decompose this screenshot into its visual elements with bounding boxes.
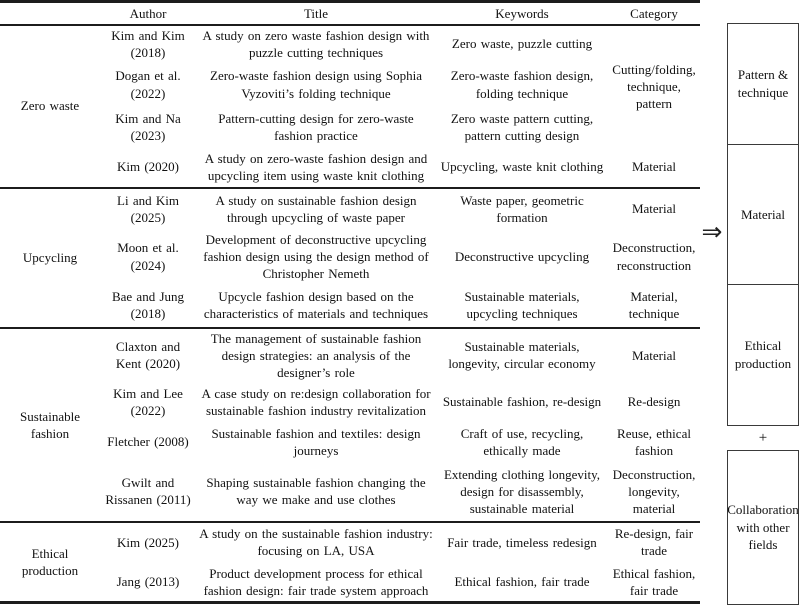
table-row	[0, 107, 700, 148]
title-cell: Zero-waste fashion design using Sophia Vyzoviti’s folding technique	[210, 68, 422, 101]
category-cell: Reuse, ethical fashion	[617, 425, 691, 458]
group-ethical-production	[0, 522, 700, 603]
author-cell: Kim and Na (2023)	[115, 110, 181, 143]
category-cell: Ethical fashion, fair trade	[612, 565, 696, 598]
flow-box-material	[727, 144, 799, 285]
group-label: Sustainable fashion	[20, 408, 80, 441]
header-row	[0, 2, 700, 25]
table-row	[0, 148, 700, 188]
column-header-author: Author	[129, 5, 167, 21]
category-cell: Re-design, fair trade	[614, 526, 694, 559]
column-header-group	[0, 2, 100, 25]
keywords-cell: Zero waste, puzzle cutting	[451, 36, 593, 52]
group-upcycling	[0, 188, 700, 328]
keywords-cell: Craft of use, recycling, ethically made	[460, 425, 584, 458]
flow-box-ethical-production	[727, 284, 799, 426]
group-label: Zero waste	[20, 98, 80, 114]
keywords-cell: Upcycling, waste knit clothing	[440, 159, 604, 175]
category-cell: Material	[631, 201, 677, 217]
table-row	[0, 562, 700, 603]
title-cell: Upcycle fashion design based on the characteristics of materials and techniques	[203, 288, 429, 321]
author-cell: Fletcher (2008)	[107, 434, 189, 450]
flow-box-label: Ethical production	[734, 338, 792, 371]
group-zero-waste	[0, 25, 700, 188]
title-cell: A study on sustainable fashion design through upcycling of waste paper	[215, 192, 417, 225]
author-cell: Li and Kim (2025)	[117, 192, 179, 225]
table-row	[0, 284, 700, 328]
table-row	[0, 382, 700, 422]
author-cell: Gwilt and Rissanen (2011)	[105, 475, 191, 508]
flow-box-label: Pattern & technique	[737, 67, 789, 100]
keywords-cell: Extending clothing longevity, design for disassembly, sustainable material	[443, 466, 601, 517]
table-row	[0, 328, 700, 382]
category-cell: Cutting/folding, technique, pattern	[612, 61, 696, 112]
category-cell: Re-design	[627, 394, 681, 410]
author-cell: Bae and Jung (2018)	[111, 288, 185, 321]
author-cell: Moon et al. (2024)	[117, 240, 179, 273]
keywords-cell: Sustainable fashion, re-design	[442, 394, 602, 410]
category-cell: Material	[631, 159, 677, 175]
title-cell: Product development process for ethical fashion design: fair trade system approach	[203, 565, 429, 598]
flow-box-pattern-technique	[727, 23, 799, 145]
author-cell: Kim (2020)	[116, 159, 180, 175]
title-cell: Shaping sustainable fashion changing the way we make and use clothes	[206, 475, 426, 508]
author-cell: Jang (2013)	[116, 574, 180, 590]
keywords-cell: Sustainable materials, upcycling techniques	[464, 288, 580, 321]
title-cell: A study on the sustainable fashion industry: focusing on LA, USA	[199, 526, 433, 559]
category-flow-panel	[727, 23, 799, 605]
keywords-cell: Zero-waste fashion design, folding technique	[450, 68, 594, 101]
title-cell: A study on zero-waste fashion design and upcycling item using waste knit clothing	[204, 150, 428, 183]
table-row	[0, 522, 700, 562]
table-row	[0, 188, 700, 230]
group-label: Ethical production	[21, 546, 79, 579]
keywords-cell: Waste paper, geometric formation	[460, 192, 584, 225]
table-row	[0, 25, 700, 63]
group-sustainable-fashion	[0, 328, 700, 522]
double-arrow-icon: ⇒	[701, 217, 723, 246]
title-cell: A case study on re:design collaboration for sustainable fashion industry revitalization	[201, 385, 431, 418]
table-row	[0, 462, 700, 522]
author-cell: Kim and Kim (2018)	[111, 27, 185, 60]
table-row	[0, 63, 700, 107]
flow-box-collaboration	[727, 450, 799, 605]
title-cell: The management of sustainable fashion design strategies: an analysis of the designer’s role	[210, 330, 422, 380]
category-cell: Material, technique	[628, 288, 680, 321]
group-label: Upcycling	[22, 249, 78, 265]
title-cell: Sustainable fashion and textiles: design journeys	[211, 425, 421, 458]
column-header-category: Category	[630, 5, 678, 21]
author-cell: Claxton and Kent (2020)	[115, 339, 181, 372]
keywords-cell: Ethical fashion, fair trade	[454, 574, 590, 590]
flow-box-label: Material	[740, 206, 786, 222]
keywords-cell: Zero waste pattern cutting, pattern cutting design	[450, 110, 594, 143]
column-header-title: Title	[303, 5, 329, 21]
category-cell: Material	[631, 347, 677, 363]
author-cell: Dogan et al. (2022)	[115, 68, 181, 101]
keywords-cell: Fair trade, timeless redesign	[447, 534, 597, 550]
column-header-keywords: Keywords	[495, 5, 549, 21]
keywords-cell: Deconstructive upcycling	[454, 248, 590, 264]
table-row	[0, 422, 700, 462]
category-cell: Deconstruction,reconstruction	[612, 240, 696, 273]
keywords-cell: Sustainable materials, longevity, circular economy	[448, 339, 596, 372]
author-cell: Kim and Lee (2022)	[113, 385, 183, 418]
author-cell: Kim (2025)	[116, 534, 180, 550]
plus-sign: +	[758, 430, 768, 446]
title-cell: A study on zero waste fashion design with puzzle cutting techniques	[202, 27, 430, 60]
title-cell: Development of deconstructive upcycling fashion design using the design method of Christopher Nemeth	[203, 231, 429, 282]
flow-box-label: Collaboration with other fields	[727, 502, 799, 553]
category-cell: Deconstruction,longevity, material	[612, 466, 696, 517]
table-row	[0, 230, 700, 284]
title-cell: Pattern-cutting design for zero-waste fashion practice	[218, 110, 414, 143]
